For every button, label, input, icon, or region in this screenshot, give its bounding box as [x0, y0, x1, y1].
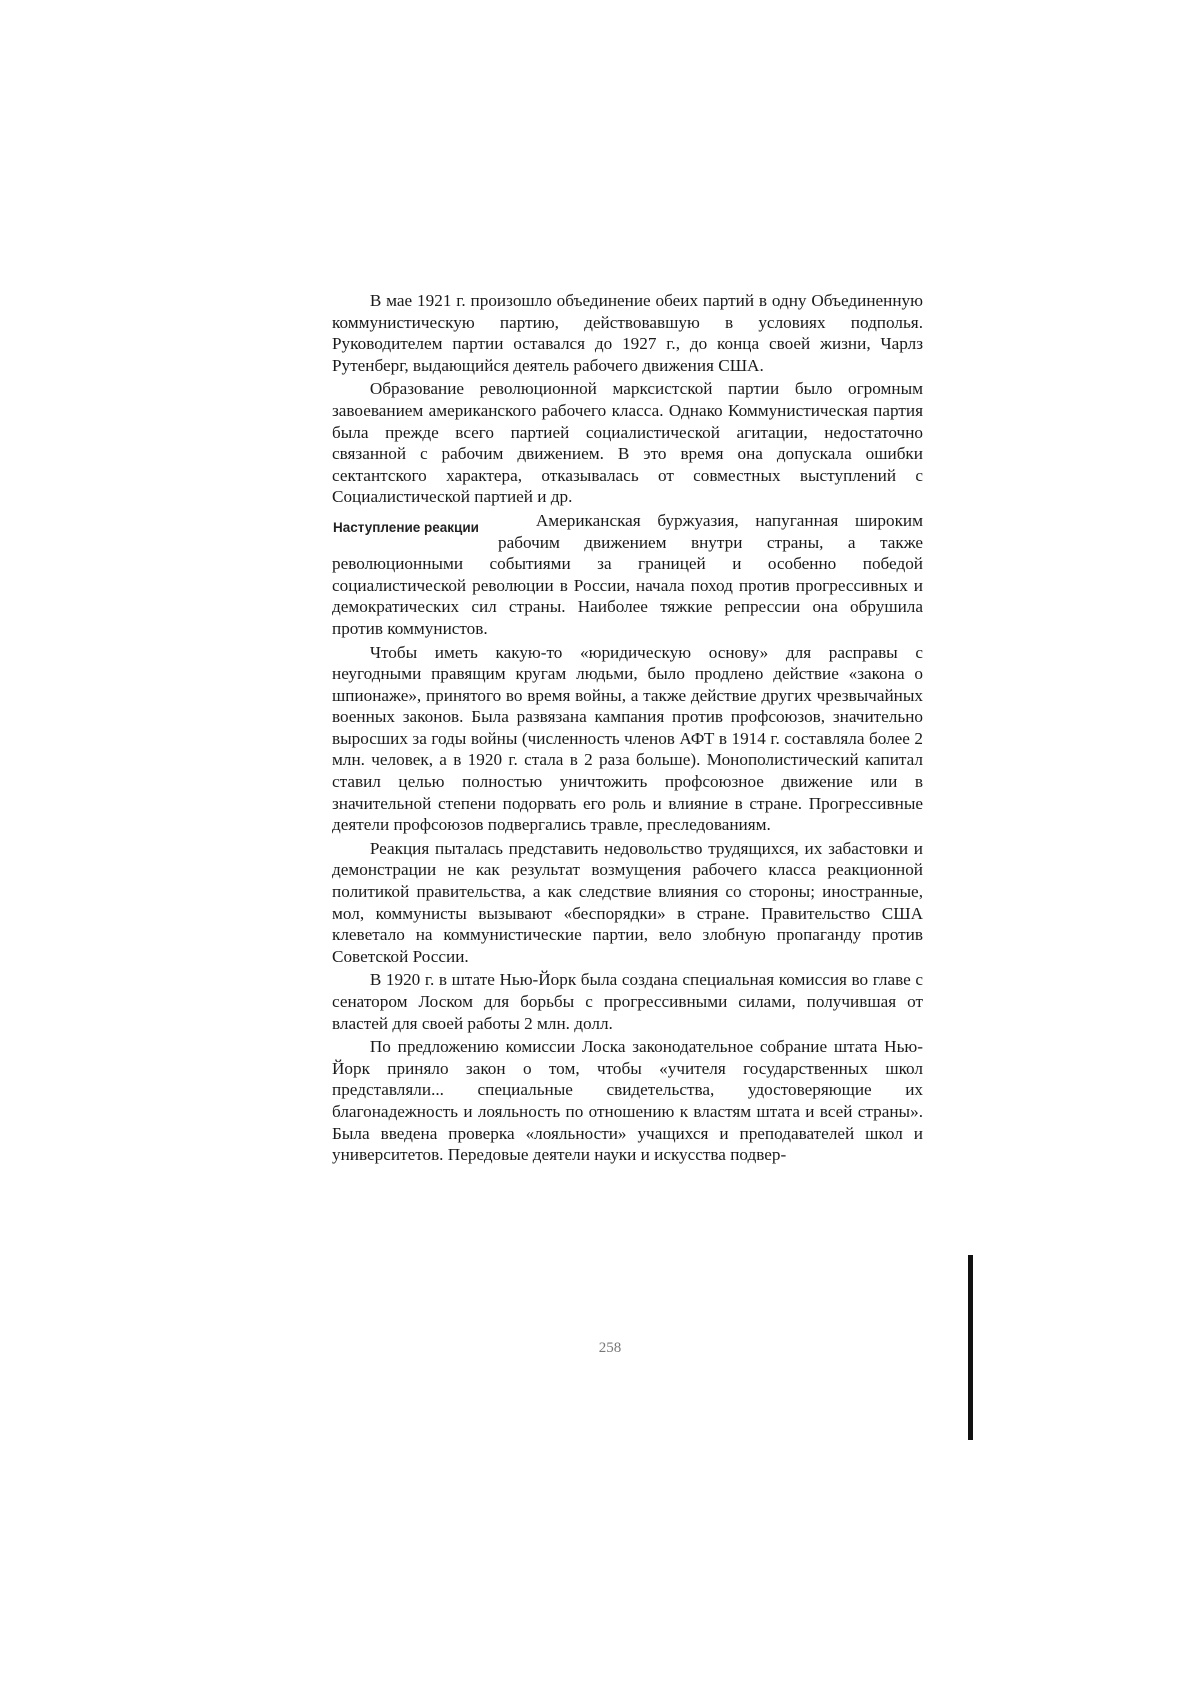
paragraph-7: По предложению комиссии Лоска законодательное собрание штата Нью-Йорк приняло закон о том, чтобы «учителя государственных школ представляли... специальные свидетельства, удостоверяющие их благонадежность и лояльность по отношению к властям штата и всей страны». Была введена проверка «лояльности» учащихся и преподавателей школ и университетов. Передовые деятели науки и искусства подвер- [332, 1037, 923, 1165]
paragraph-6: В 1920 г. в штате Нью-Йорк была создана специальная комиссия во главе с сенатором Лоском для борьбы с прогрессивными силами, получившая от властей для своей работы 2 млн. долл. [332, 970, 923, 1033]
page-number: 258 [598, 1340, 622, 1356]
scan-margin-line [968, 1255, 973, 1440]
section-reaction [332, 510, 923, 640]
paragraph-4: Чтобы иметь какую-то «юридическую основу» для расправы с неугодными правящим кругам людьми, было продлено действие «закона о шпионаже», принятого во время войны, а также действие других чрезвычайных военных законов. Была развязана кампания против профсоюзов, значительно выросших за годы войны (численность членов АФТ в 1914 г. составляла более 2 млн. человек, а в 1920 г. стала в 2 раза больше). Монополистический капитал ставил целью полностью уничтожить профсоюзное движение или в значительной степени подорвать его роль и влияние в стране. Прогрессивные деятели профсоюзов подвергались травле, преследованиям. [332, 642, 923, 835]
paragraph-2: Образование революционной марксистской партии было огромным завоеванием американского рабочего класса. Однако Коммунистическая партия была прежде всего партией социалистической агитации, недостаточно связанной с рабочим движением. В это время она допускала ошибки сектантского характера, отказывалась от совместных выступлений с Социалистической партией и др. [332, 379, 923, 507]
paragraph-1: В мае 1921 г. произошло объединение обеих партий в одну Объединенную коммунистическую партию, действовавшую в условиях подполья. Руководителем партии оставался до 1927 г., до конца своей жизни, Чарлз Рутенберг, выдающийся деятель рабочего движения США. [332, 291, 923, 375]
paragraph-3: Американская буржуазия, напуганная широким рабочим движением внутри страны, а также революционными событиями за границей и особенно победой социалистической революции в России, начала поход против прогрессивных и демократических сил страны. Наиболее тяжкие репрессии она обрушила против коммунистов. [332, 510, 923, 638]
main-text [332, 290, 923, 1168]
paragraph-5: Реакция пыталась представить недовольство трудящихся, их забастовки и демонстрации не как результат возмущения рабочего класса реакционной политикой правительства, а как следствие влияния со стороны; иностранные, мол, коммунисты вызывают «беспорядки» в стране. Правительство США клеветало на коммунистические партии, вело злобную пропаганду против Советской России. [332, 838, 923, 966]
section-sidehead: Наступление реакции [333, 519, 479, 535]
